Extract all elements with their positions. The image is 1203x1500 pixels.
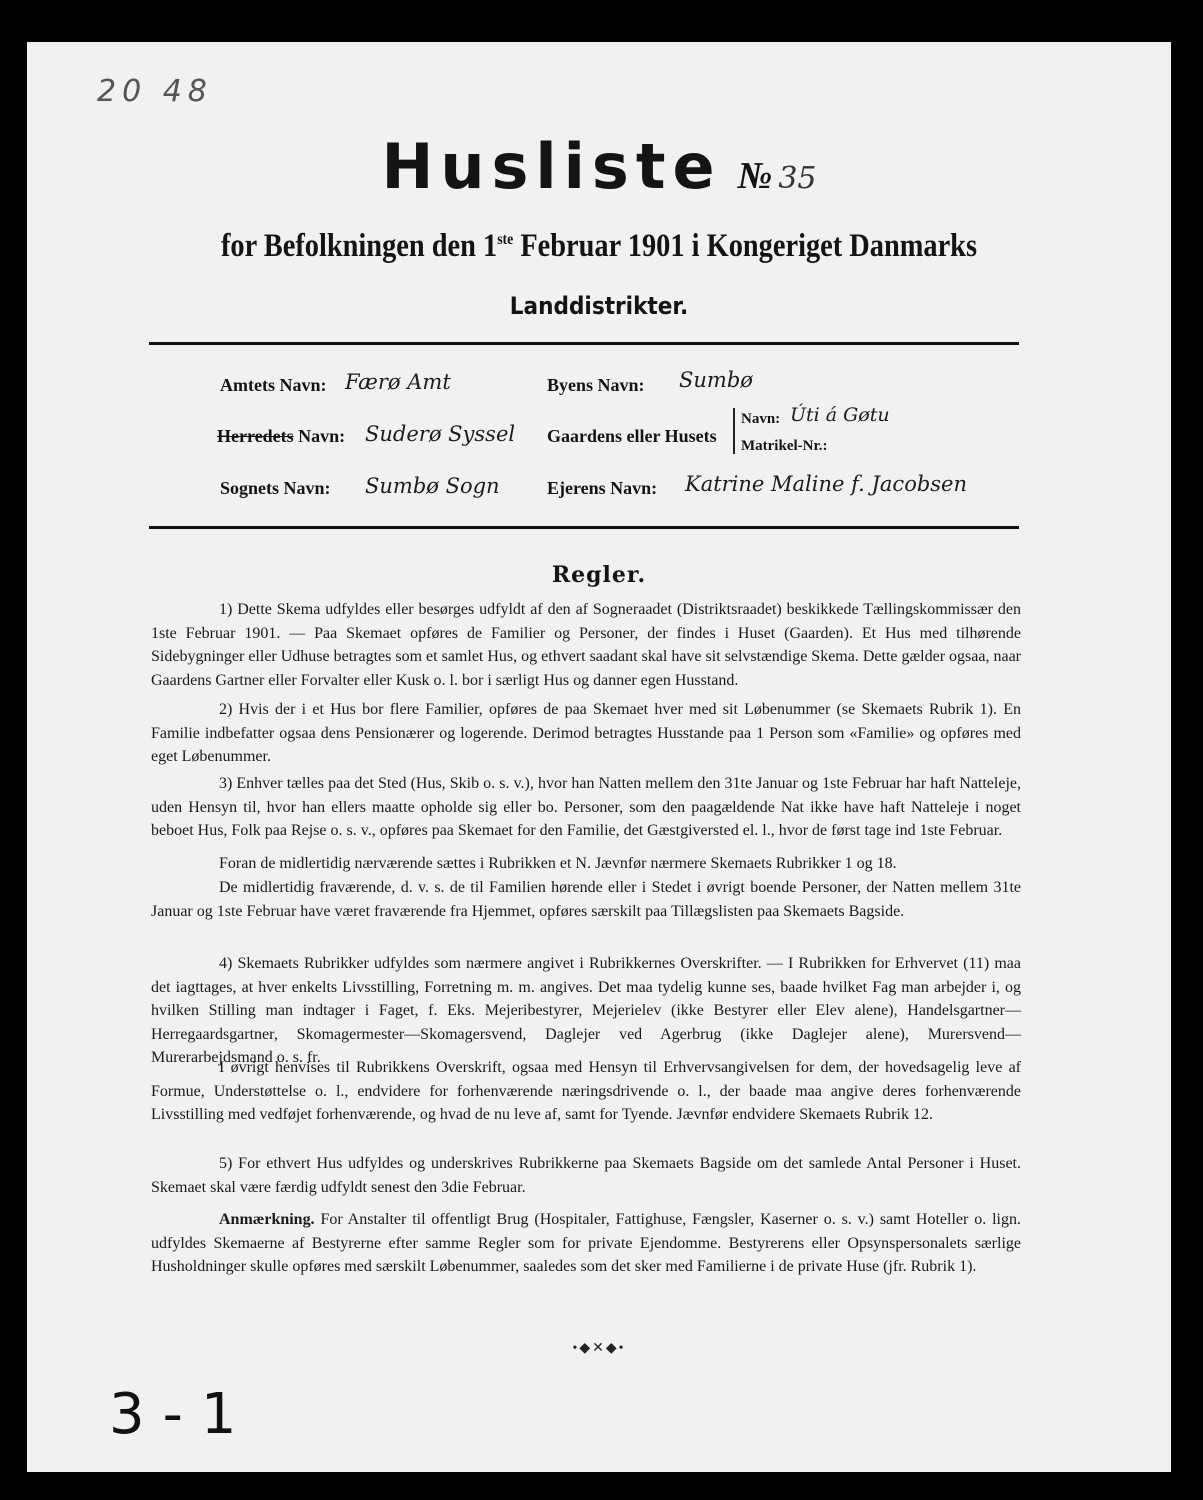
rule-4: 4) Skemaets Rubrikker udfyldes som nærmere angivet i Rubrikkernes Overskrifter. — I Rubrikken for Erhvervet (11) maa det iagttages, at hver enkelts Livsstilling, Forretning m. m. angives. Det maa tydelig kunne ses, baade hvilket Fag man arbejder i, og hvilken Stilling man indtager i Faget, f. Eks. Mejeribestyrer, Mejerielev (ikke Bestyrer eller Elev alene), Handelsgartner—Herregaardsgartner, Skomagermester—Skomagersvend, Daglejer ved Agerbrug (ikke Daglejer alene), Murersvend—Murerarbejdsmand o. s. fr. xyxy=(151,955,1021,1066)
annotation-text: For Anstalter til offentligt Brug (Hospitaler, Fattighuse, Fængsler, Kaserner o. s. v.) samt Hoteller o. lign. udfyldes Skemaerne af Bestyrerne efter samme Regler som for private Ejendomme. Bestyrerens eller Opsynspersonalets særlige Husholdninger skulle opføres med særskilt Løbenummer, saaledes som det sker med Familierne i de private Huse (jfr. Rubrik 1). xyxy=(151,1211,1021,1275)
amt-label: Amtets Navn: xyxy=(220,375,327,395)
subtitle-part2: Februar 1901 i Kongeriget Danmarks xyxy=(513,228,978,264)
rule-3: 3) Enhver tælles paa det Sted (Hus, Skib o. s. v.), hvor han Natten mellem den 31te Januar og 1ste Februar har haft Natteleje, uden Hensyn til, hvor han ellers maatte opholde sig eller bo. Personer, som den paagældende Nat ikke have haft Natteleje i noget beboet Hus, Folk paa Rejse o. s. v., opføres paa Skemaet for den Familie, det Gæstgiversted el. l., hvor de først tage ind 1ste Februar. xyxy=(151,775,1021,839)
gaard-matrikel-label: Matrikel-Nr.: xyxy=(741,438,828,454)
ejer-value: Katrine Maline f. Jacobsen xyxy=(685,472,968,496)
title-row xyxy=(27,130,1171,203)
rules-heading: Regler. xyxy=(551,562,647,588)
rule-3-absent: De midlertidig fraværende, d. v. s. de til Familien hørende eller i Stedet i øvrigt boende Personer, der Natten mellem 31te Januar og 1ste Februar have været fraværende fra Hjemmet, opføres særskilt paa Tillægslisten paa Skemaets Bagside. xyxy=(151,879,1021,920)
by-label: Byens Navn: xyxy=(547,375,645,395)
rule-5: 5) For ethvert Hus udfyldes og underskrives Rubrikkerne paa Skemaets Bagside om det samlede Antal Personer i Huset. Skemaet skal være færdig udfyldt senest den 3die Februar. xyxy=(151,1155,1021,1196)
gaard-navn-label: Navn: xyxy=(741,411,781,427)
form-subtitle xyxy=(107,228,1091,265)
by-value: Sumbø xyxy=(679,368,753,392)
form-district-type: Landdistrikter. xyxy=(509,292,689,320)
annotation-note xyxy=(151,1208,1021,1279)
top-divider xyxy=(149,342,1019,345)
herred-label-text: Navn: xyxy=(293,426,346,446)
sheet-number-note: 3-1 xyxy=(109,1382,255,1447)
rule-2: 2) Hvis der i et Hus bor flere Familier, opføres de paa Skemaet hver med sit Løbenummer (se Skemaets Rubrik 1). En Familie indbefatter ogsaa dens Pensionærer og logerende. Derimod betragtes Husstande paa 1 Person som «Familie» og opføres med eget Løbenummer. xyxy=(151,701,1021,765)
amt-value: Færø Amt xyxy=(345,370,451,394)
annotation-label: Anmærkning. xyxy=(219,1211,315,1228)
gaard-brace xyxy=(733,408,735,454)
ornament-divider: •◆✕◆• xyxy=(572,1341,626,1356)
archive-reference-note: 20 48 xyxy=(97,74,213,109)
herred-struck-word: Herredets xyxy=(217,426,294,446)
census-form-page xyxy=(27,42,1171,1472)
herred-value: Suderø Syssel xyxy=(365,422,516,446)
list-number: 35 xyxy=(778,161,817,196)
rule-1: 1) Dette Skema udfyldes eller besørges udfyldt af den af Sogneraadet (Distriktsraadet) beskikkede Tællingskommissær den 1ste Februar 1901. — Paa Skemaet opføres de Familier og Personer, der findes i Huset (Gaarden). Et Hus med tilhørende Sidebygninger eller Udhuse betragtes som et samlet Hus, og ethvert saadant skal have sit selvstændige Skema. Dette gælder ogsaa, naar Gaardens Gartner eller Forvalter eller Kusk o. l. bor i særligt Hus og danner egen Husstand. xyxy=(151,601,1021,689)
sogn-value: Sumbø Sogn xyxy=(365,474,500,498)
ejer-label: Ejerens Navn: xyxy=(547,478,658,498)
herred-label xyxy=(217,426,345,447)
sogn-label: Sognets Navn: xyxy=(220,478,331,498)
rule-3-present: Foran de midlertidig nærværende sættes i Rubrikken et N. Jævnfør nærmere Skemaets Rubrikker 1 og 18. xyxy=(219,855,897,872)
form-title: Husliste xyxy=(381,130,722,203)
bottom-divider xyxy=(149,526,1019,529)
subtitle-part1: for Befolkningen den 1 xyxy=(220,228,498,264)
gaard-label: Gaardens eller Husets xyxy=(547,426,717,446)
subtitle-superscript: ste xyxy=(497,231,514,248)
rule-4-continued: I øvrigt henvises til Rubrikkens Overskrift, ogsaa med Hensyn til Erhvervsangivelsen for dem, der hovedsagelig leve af Formue, Understøttelse o. l., endvidere for forhenværende næringsdrivende o. l., der baade maa angive deres forhenværende Livsstilling med vedføjet forhenværende, og hvad de nu leve af, samt for Tyende. Jævnfør endvidere Skemaets Rubrik 12. xyxy=(151,1059,1021,1123)
gaard-navn-value: Úti á Gøtu xyxy=(790,404,890,426)
number-sign: № xyxy=(737,155,773,197)
